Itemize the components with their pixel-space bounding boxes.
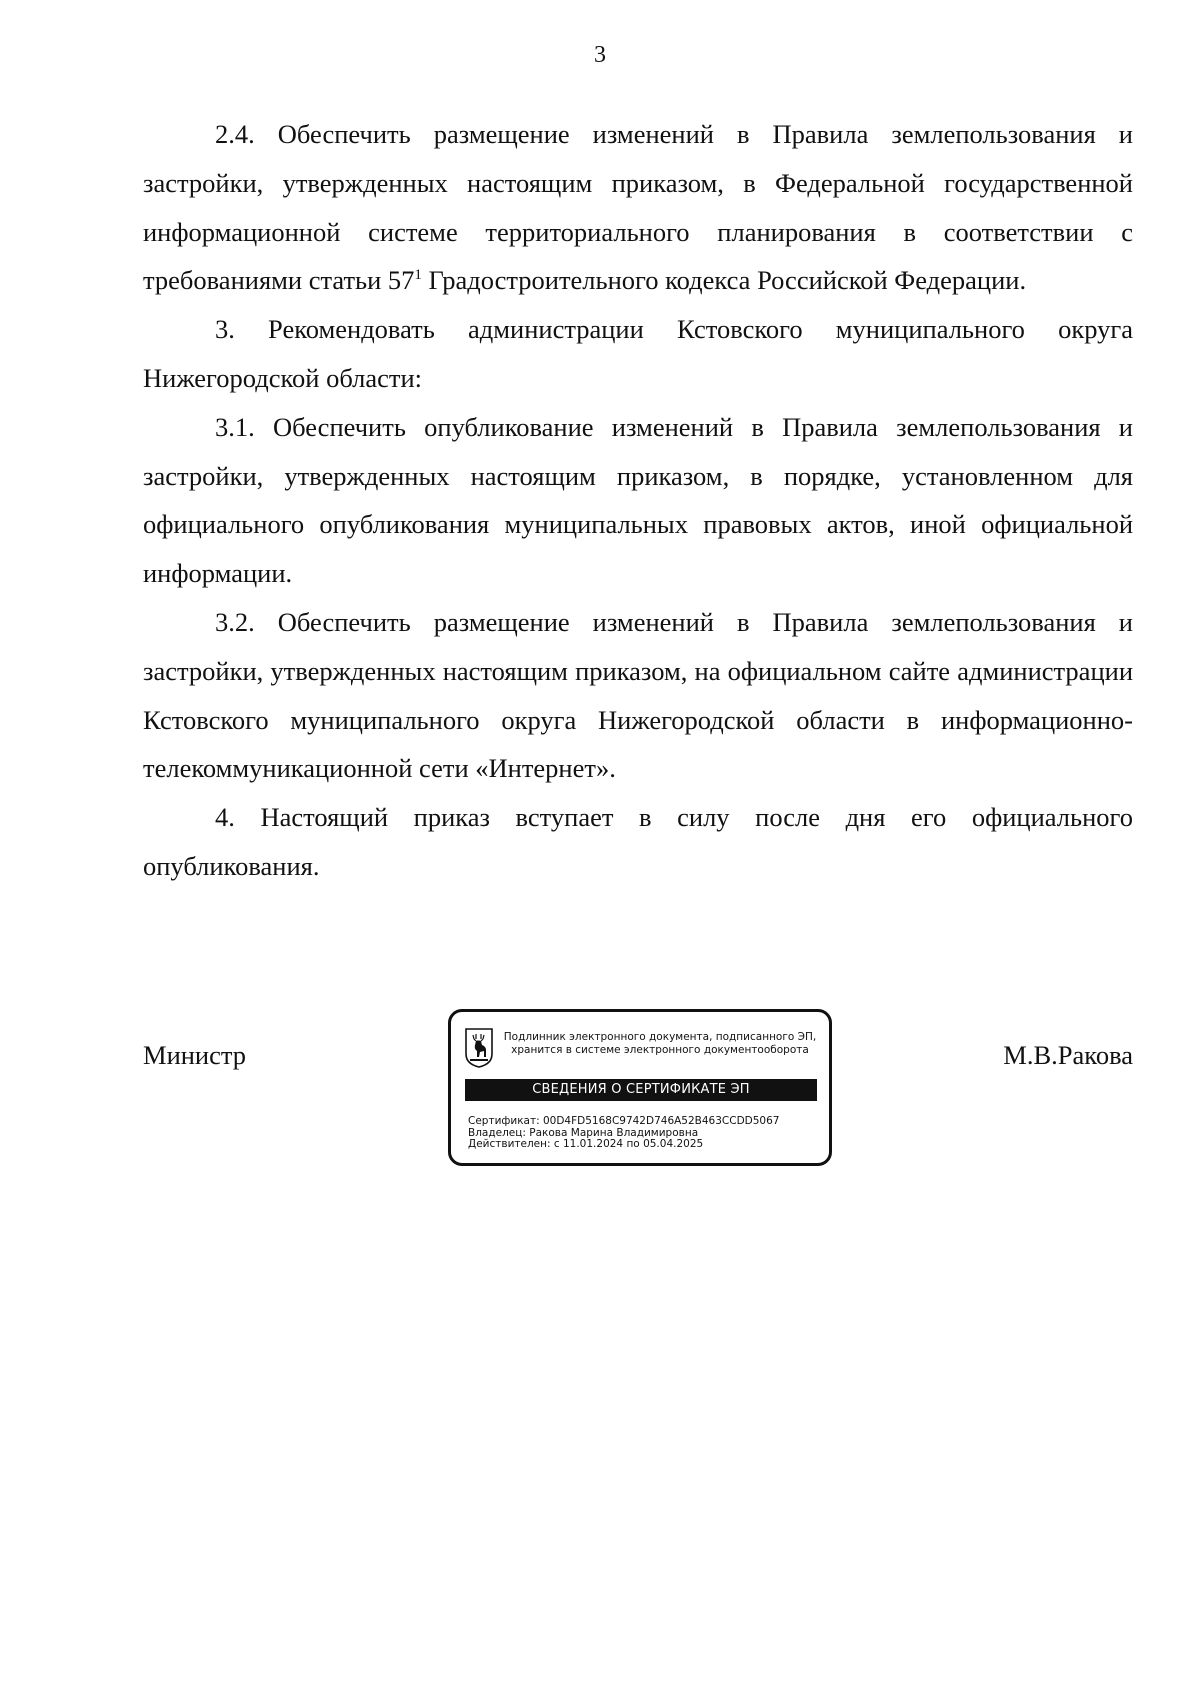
paragraph-2-4 [143, 110, 1133, 305]
certificate-owner: Владелец: Ракова Марина Владимировна [468, 1126, 699, 1139]
paragraph-3-1: 3.1. Обеспечить опубликование изменений в Правила землепользования и застройки, утвержденных настоящим приказом, в порядке, установленном для официального опубликования муниципальных правовых актов, иной официальной информации. [143, 411, 1133, 589]
stamp-header: СВЕДЕНИЯ О СЕРТИФИКАТЕ ЭП [465, 1079, 817, 1101]
paragraph-2-4-tail: Градостроительного кодекса Российской Федерации. [421, 265, 1027, 296]
certificate-number: Сертификат: 00D4FD5168C9742D746A52B463CCDD5067 [468, 1115, 780, 1127]
paragraph-3: 3. Рекомендовать администрации Кстовского муниципального округа Нижегородской области: [143, 314, 1133, 393]
stamp-notice: Подлинник электронного документа, подписанного ЭП, хранится в системе электронного документооборота [503, 1031, 817, 1056]
footnote-superscript: 1 [414, 267, 422, 284]
electronic-signature-stamp [448, 1009, 832, 1166]
signer-position: Министр [143, 1040, 247, 1070]
paragraph-2-4-text: 2.4. Обеспечить размещение изменений в Правила землепользования и застройки, утвержденных настоящим приказом, в Федеральной государственной информационной системе территориального планирования в соответствии с требованиями статьи 57 [143, 119, 1133, 296]
certificate-details [468, 1116, 818, 1151]
paragraph-4: 4. Настоящий приказ вступает в силу после дня его официального опубликования. [143, 802, 1133, 881]
deer-emblem-icon [465, 1028, 493, 1068]
paragraph-3-2: 3.2. Обеспечить размещение изменений в Правила землепользования и застройки, утвержденных настоящим приказом, на официальном сайте администрации Кстовского муниципального округа Нижегородской области в информационно-телекоммуникационной сети «Интернет». [143, 606, 1133, 784]
document-body [143, 110, 1133, 891]
page-number: 3 [594, 42, 606, 68]
certificate-validity: Действителен: с 11.01.2024 по 05.04.2025 [468, 1138, 704, 1150]
signer-name: М.В.Ракова [1003, 1040, 1133, 1070]
